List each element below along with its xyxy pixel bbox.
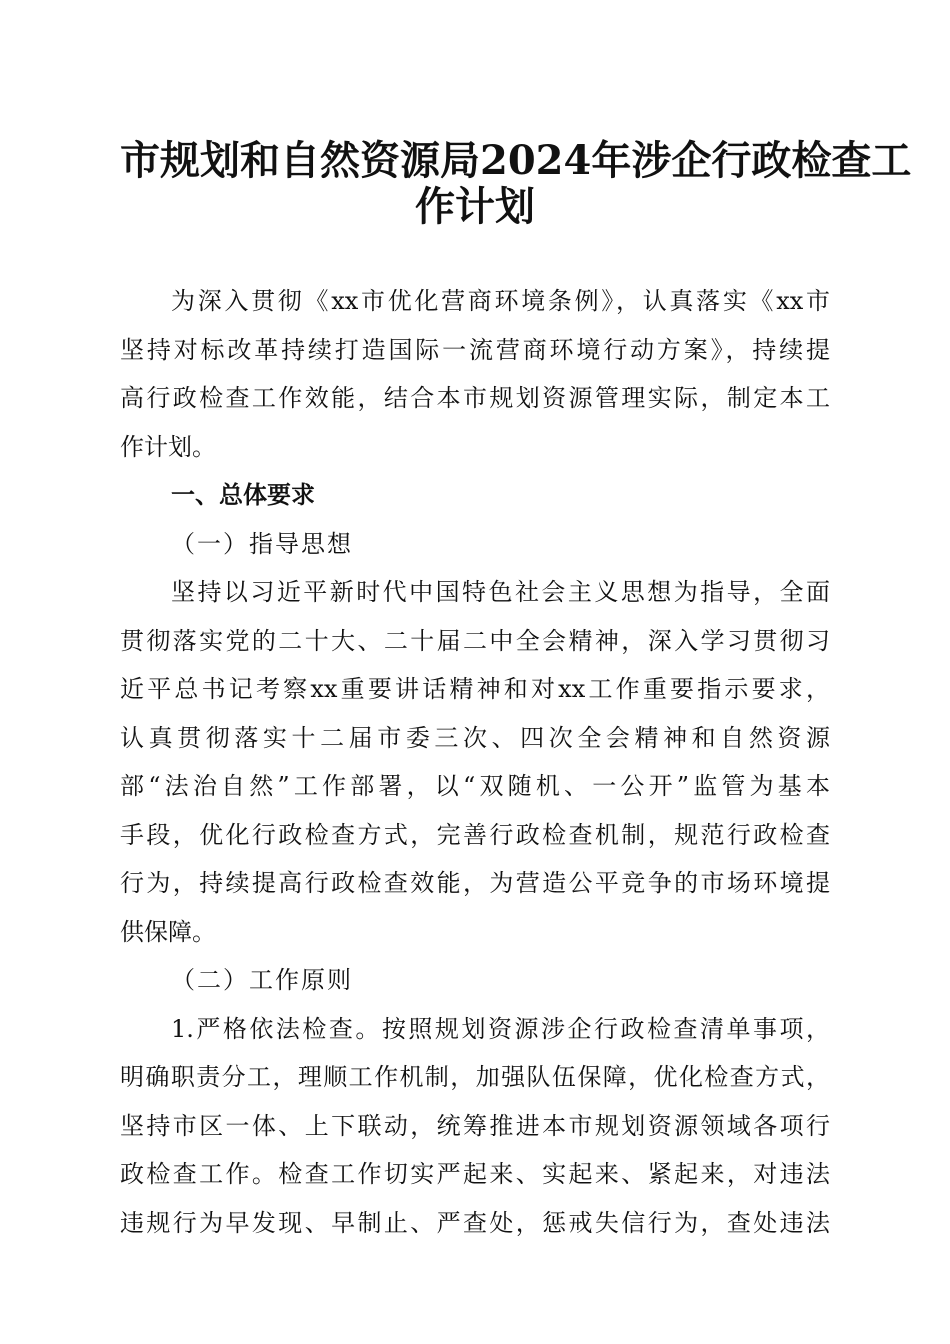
intro-line-3: 高行政检查工作效能，结合本市规划资源管理实际，制定本工 [120, 384, 830, 412]
sub2-line-3: 坚持市区一体、上下联动，统筹推进本市规划资源领域各项行 [120, 1111, 830, 1140]
sub1-line-7: 行为，持续提高行政检查效能，为营造公平竞争的市场环境提 [120, 869, 830, 897]
sub1-line-1: 坚持以习近平新时代中国特色社会主义思想为指导，全面 [171, 578, 830, 606]
subsection-heading-1: （一）指导思想 [171, 529, 353, 558]
section-heading-1: 一、总体要求 [171, 481, 315, 509]
sub2-line-2: 明确职责分工，理顺工作机制，加强队伍保障，优化检查方式， [120, 1063, 830, 1091]
sub1-line-5: 部“法治自然”工作部署，以“双随机、一公开”监管为基本 [120, 772, 830, 800]
sub1-line-3: 近平总书记考察xx重要讲话精神和对xx工作重要指示要求， [120, 675, 830, 703]
sub1-line-8: 供保障。 [120, 917, 216, 946]
sub2-line-4: 政检查工作。检查工作切实严起来、实起来、紧起来，对违法 [120, 1160, 830, 1188]
document-title [120, 137, 912, 230]
sub1-line-6: 手段，优化行政检查方式，完善行政检查机制，规范行政检查 [120, 820, 830, 849]
sub1-line-4: 认真贯彻落实十二届市委三次、四次全会精神和自然资源 [120, 723, 830, 752]
intro-line-4: 作计划。 [120, 432, 216, 461]
intro-line-1: 为深入贯彻《xx市优化营商环境条例》，认真落实《xx市 [171, 287, 830, 315]
sub1-line-2: 贯彻落实党的二十大、二十届二中全会精神，深入学习贯彻习 [120, 626, 830, 655]
subsection-heading-2: （二）工作原则 [171, 966, 353, 994]
sub2-line-1: 1.严格依法检查。按照规划资源涉企行政检查清单事项， [171, 1014, 830, 1043]
title-line-1: 市规划和自然资源局2024年涉企行政检查工 [120, 137, 912, 184]
sub2-line-5: 违规行为早发现、早制止、严查处，惩戒失信行为，查处违法 [120, 1208, 830, 1237]
intro-line-2: 坚持对标改革持续打造国际一流营商环境行动方案》，持续提 [120, 335, 830, 364]
title-line-2: 作计划 [415, 183, 535, 230]
document-body [120, 277, 830, 1247]
